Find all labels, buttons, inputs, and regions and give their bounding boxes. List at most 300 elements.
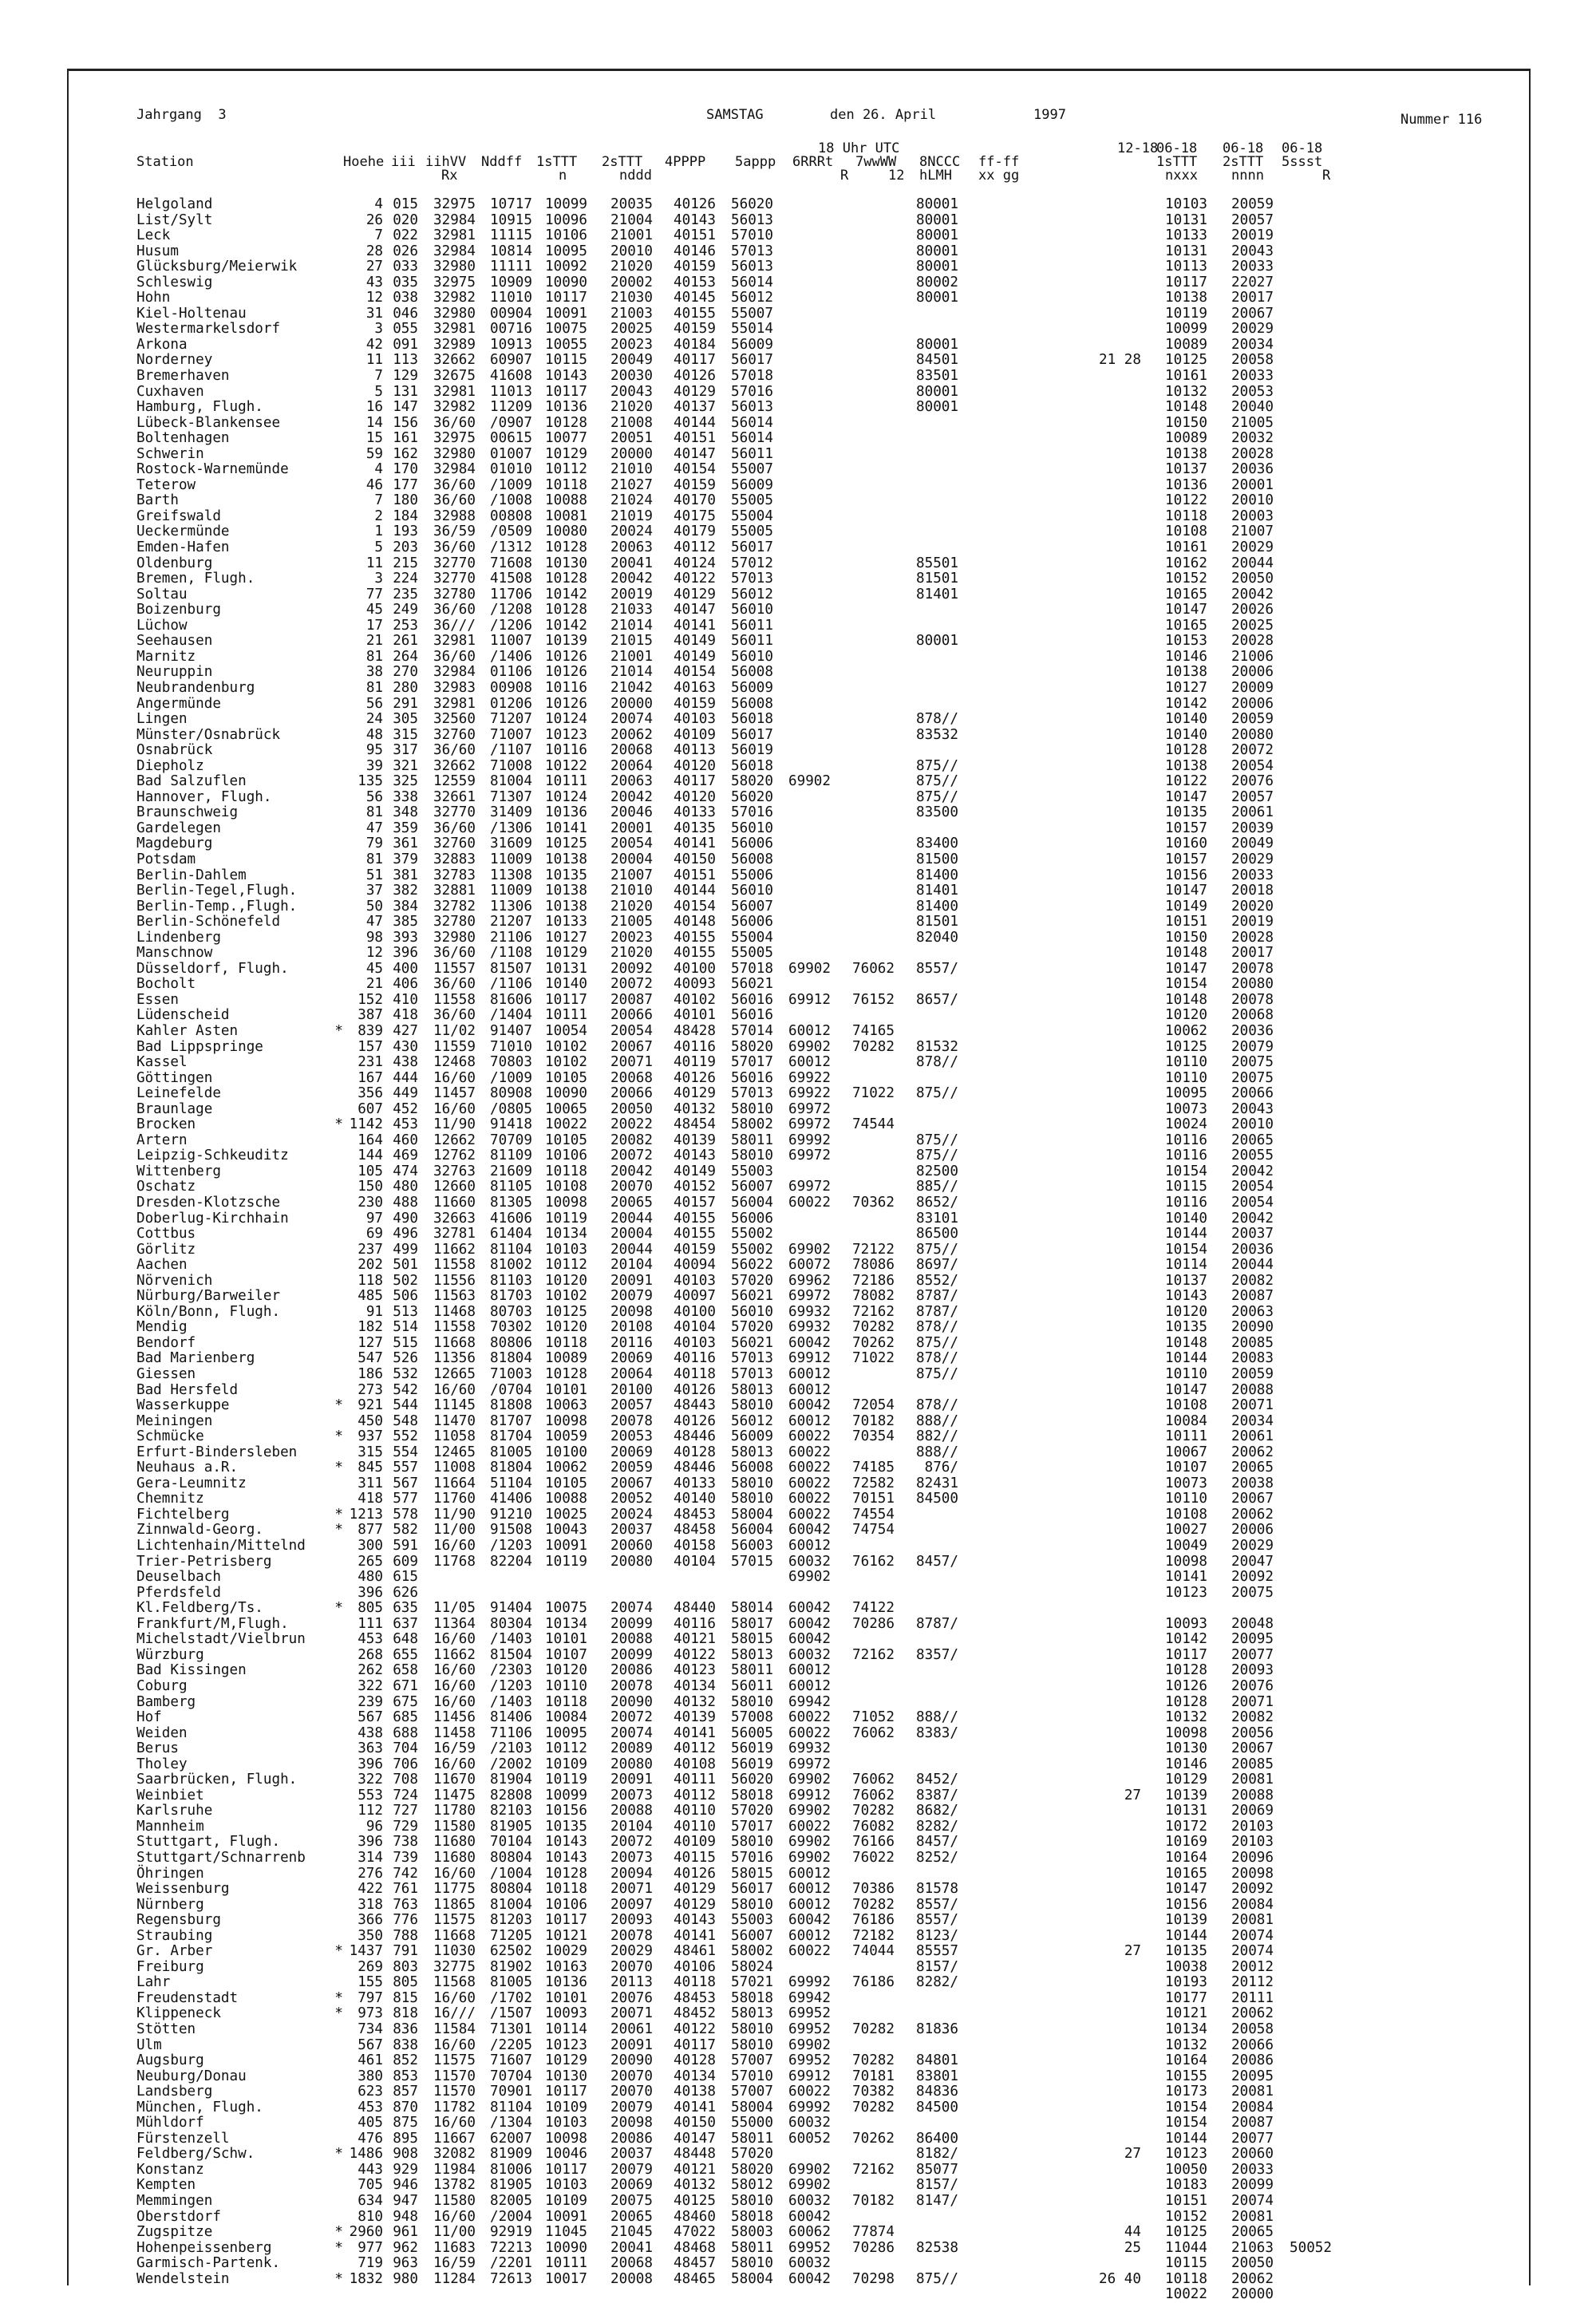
ihvv-cell: 11664 <box>433 1475 476 1491</box>
t1-cell: 10133 <box>545 914 587 930</box>
nddff-cell: /2205 <box>490 2036 532 2053</box>
n8-cell: 84801 <box>916 2052 958 2069</box>
ff-cell <box>1069 1991 1141 2007</box>
p-cell: 40129 <box>674 586 716 602</box>
iii-cell: 452 <box>393 1100 418 1117</box>
station-name: Lüchow <box>136 617 188 634</box>
n8-cell <box>907 618 958 634</box>
p-cell: 40151 <box>674 227 716 244</box>
p-cell: 40155 <box>674 305 716 322</box>
ff-cell <box>1069 244 1141 260</box>
ff-cell <box>1069 650 1141 666</box>
s5-cell <box>1281 1414 1332 1430</box>
col-t1-top: 06-18 <box>1156 140 1198 156</box>
n8-cell: 83532 <box>916 726 958 743</box>
nddff-cell: /2004 <box>490 2208 532 2225</box>
p-cell: 40134 <box>674 2068 716 2084</box>
a-cell: 55003 <box>731 1912 773 1929</box>
station-name: Hamburg, Flugh. <box>136 399 263 416</box>
station-name: Teterow <box>136 476 196 493</box>
a-cell: 57013 <box>731 243 773 259</box>
r6-cell <box>780 899 831 915</box>
a-cell: 58015 <box>731 1865 773 1882</box>
hoehe-cell: 877 <box>358 1522 383 1539</box>
w7-cell: 70286 <box>852 1615 895 1632</box>
s5-cell <box>1281 1882 1332 1898</box>
tn-cell: 20062 <box>1231 1444 1274 1460</box>
a-cell: 56011 <box>731 445 773 462</box>
hoehe-cell: 43 <box>365 274 383 290</box>
tx-cell: 10128 <box>1165 1662 1207 1679</box>
iii-cell: 147 <box>393 399 418 416</box>
tn-cell: 20026 <box>1231 602 1274 618</box>
t2-cell: 20086 <box>610 1662 653 1679</box>
s5-cell <box>1281 868 1332 884</box>
t1-cell: 10105 <box>545 1475 587 1491</box>
iii-cell: 315 <box>393 726 418 743</box>
a-cell: 56008 <box>731 851 773 867</box>
iii-cell: 671 <box>393 1677 418 1694</box>
tx-cell: 10149 <box>1165 898 1207 914</box>
station-name: Manschnow <box>136 945 213 962</box>
w7-cell: 72162 <box>852 2161 895 2178</box>
station-name: Doberlug-Kirchhain <box>136 1210 289 1227</box>
w7-cell <box>843 1960 895 1976</box>
p-cell: 40159 <box>674 695 716 712</box>
p-cell: 40143 <box>674 1912 716 1929</box>
station-name: Gera-Leumnitz <box>136 1475 247 1491</box>
a-cell: 56014 <box>731 430 773 447</box>
ff-cell <box>1069 1305 1141 1321</box>
iii-cell: 385 <box>393 914 418 930</box>
w7-cell <box>843 697 895 713</box>
ff-cell <box>1069 1055 1141 1071</box>
tn-cell: 20077 <box>1231 2130 1274 2147</box>
tn-cell: 20059 <box>1231 196 1274 212</box>
nddff-cell: 00908 <box>490 679 532 696</box>
w7-cell <box>843 1179 895 1195</box>
col-t2-n: nnnn <box>1231 168 1264 184</box>
iii-cell: 379 <box>393 851 418 867</box>
w7-cell: 70182 <box>852 2193 895 2209</box>
hoehe-cell: 719 <box>358 2255 383 2272</box>
r6-cell: 60022 <box>788 1491 831 1507</box>
nddff-cell: 61404 <box>490 1226 532 1242</box>
w7-cell <box>843 930 895 946</box>
s5-cell <box>1281 1757 1332 1773</box>
p-cell: 48446 <box>674 1460 716 1476</box>
tx-cell: 10110 <box>1165 1366 1207 1383</box>
tn-cell: 20049 <box>1231 835 1274 852</box>
col-ff: ff-ff <box>978 154 1020 170</box>
col-s5-top: 06-18 <box>1282 140 1323 156</box>
r6-cell <box>780 400 831 416</box>
t1-cell: 10102 <box>545 1038 587 1055</box>
r6-cell <box>780 1960 831 1976</box>
n8-cell <box>907 1632 958 1648</box>
hoehe-cell: 4 <box>374 196 383 212</box>
r6-cell: 60012 <box>788 1381 831 1398</box>
a-cell: 57013 <box>731 1350 773 1367</box>
t2-cell: 20075 <box>610 2193 653 2209</box>
n8-cell <box>907 306 958 322</box>
col-t1-x: nxxx <box>1165 168 1198 184</box>
n8-cell <box>907 1507 958 1523</box>
w7-cell: 70282 <box>852 2021 895 2037</box>
t1-cell: 10126 <box>545 648 587 665</box>
n8-cell: 85557 <box>916 1943 958 1960</box>
r6-cell: 69972 <box>788 1179 831 1195</box>
iii-cell: 838 <box>393 2036 418 2053</box>
hoehe-cell: 239 <box>358 1693 383 1710</box>
ff-cell <box>1069 2210 1141 2226</box>
station-name: Leck <box>136 227 171 244</box>
nddff-cell: 11111 <box>490 259 532 275</box>
ihvv-cell: 16/60 <box>433 1662 476 1679</box>
iii-cell: 249 <box>393 602 418 618</box>
ff-cell <box>1069 1242 1141 1258</box>
w7-cell: 70298 <box>852 2270 895 2287</box>
ihvv-cell: 11030 <box>433 1943 476 1960</box>
p-cell: 48452 <box>674 2005 716 2022</box>
nddff-cell: 81005 <box>490 1974 532 1991</box>
t1-cell: 10116 <box>545 679 587 696</box>
ff-cell <box>1069 2100 1141 2116</box>
iii-cell: 742 <box>393 1865 418 1882</box>
r6-cell: 60022 <box>788 1709 831 1726</box>
tx-cell: 10152 <box>1165 571 1207 587</box>
t1-cell: 10106 <box>545 227 587 244</box>
tx-cell: 10138 <box>1165 757 1207 774</box>
n8-cell: 81400 <box>916 898 958 914</box>
p-cell: 40111 <box>674 1772 716 1788</box>
iii-cell: 193 <box>393 523 418 540</box>
w7-cell: 70282 <box>852 2052 895 2069</box>
station-name: Klippeneck <box>136 2005 221 2022</box>
ff-cell <box>1069 1211 1141 1227</box>
nddff-cell: 81504 <box>490 1646 532 1663</box>
nddff-cell: 11306 <box>490 898 532 914</box>
r6-cell: 60012 <box>788 1896 831 1913</box>
w7-cell <box>843 1148 895 1164</box>
ihvv-cell: 11/05 <box>433 1600 476 1617</box>
s5-cell <box>1281 1507 1332 1523</box>
t2-cell: 20059 <box>610 1460 653 1476</box>
col-s5: 5ssst <box>1282 154 1323 170</box>
tx-cell: 10169 <box>1165 1834 1207 1851</box>
p-cell: 48457 <box>674 2255 716 2272</box>
t2-cell: 20037 <box>610 2146 653 2163</box>
r6-cell: 60012 <box>788 1054 831 1071</box>
t2-cell: 20113 <box>610 1974 653 1991</box>
t1-cell: 10123 <box>545 726 587 743</box>
ff-cell <box>1069 665 1141 681</box>
a-cell: 56016 <box>731 1007 773 1024</box>
w7-cell: 78086 <box>852 1257 895 1274</box>
t2-cell: 20071 <box>610 1881 653 1898</box>
r6-cell <box>780 634 831 650</box>
nddff-cell: 81203 <box>490 1912 532 1929</box>
n8-cell: 8697/ <box>916 1257 958 1274</box>
ff-cell <box>1069 275 1141 291</box>
s5-cell <box>1281 1866 1332 1882</box>
tn-cell: 20036 <box>1231 1241 1274 1258</box>
tx-cell: 10154 <box>1165 976 1207 993</box>
t1-cell: 10109 <box>545 2099 587 2115</box>
nddff-cell: 11009 <box>490 883 532 899</box>
t2-cell: 20030 <box>610 368 653 385</box>
iii-cell: 162 <box>393 445 418 462</box>
t1-cell: 10022 <box>545 1116 587 1133</box>
t1-cell: 10091 <box>545 1538 587 1554</box>
r6-cell <box>780 431 831 447</box>
r6-cell <box>780 883 831 899</box>
tn-cell: 20075 <box>1231 1069 1274 1086</box>
ihvv-cell: 11670 <box>433 1772 476 1788</box>
n8-cell: 83500 <box>916 804 958 821</box>
ihvv-cell: 16/59 <box>433 2255 476 2272</box>
ff-cell <box>1069 1133 1141 1149</box>
ff-cell <box>1069 338 1141 354</box>
r6-cell: 69992 <box>788 2099 831 2115</box>
ihvv-cell: 11575 <box>433 1912 476 1929</box>
tn-cell: 20076 <box>1231 773 1274 790</box>
ihvv-cell: 36/60 <box>433 742 476 759</box>
station-name: Potsdam <box>136 851 196 867</box>
tn-cell: 20054 <box>1231 1179 1274 1195</box>
s5-cell <box>1281 338 1332 354</box>
n8-cell: 81401 <box>916 586 958 602</box>
p-cell: 40148 <box>674 914 716 930</box>
iii-cell: 469 <box>393 1148 418 1164</box>
r6-cell <box>780 353 831 369</box>
r6-cell: 60042 <box>788 2208 831 2225</box>
w7-cell: 76186 <box>852 1912 895 1929</box>
n8-cell: 878// <box>916 711 958 728</box>
r6-cell: 69902 <box>788 2036 831 2053</box>
a-cell: 56019 <box>731 1756 773 1772</box>
tn-cell: 20103 <box>1231 1818 1274 1835</box>
tn-cell: 20003 <box>1231 508 1274 524</box>
ff-cell <box>1069 1975 1141 1991</box>
nddff-cell: 71003 <box>490 1366 532 1383</box>
t2-cell: 20024 <box>610 523 653 540</box>
s5-cell <box>1281 1835 1332 1851</box>
n8-cell <box>907 509 958 525</box>
col-iihvv: iihVV <box>425 154 467 170</box>
w7-cell <box>843 946 895 962</box>
t2-cell: 20044 <box>610 1241 653 1258</box>
tx-cell: 10084 <box>1165 1412 1207 1429</box>
nddff-cell: /2303 <box>490 1662 532 1679</box>
tn-cell: 20037 <box>1231 1226 1274 1242</box>
col-sttt: 1sTTT <box>536 154 578 170</box>
w7-cell: 76082 <box>852 1818 895 1835</box>
iii-cell: 203 <box>393 539 418 556</box>
ihvv-cell: 13782 <box>433 2177 476 2194</box>
col-sttt2: 2sTTT <box>602 154 643 170</box>
n8-cell: 80001 <box>916 211 958 228</box>
t1-cell: 10090 <box>545 274 587 290</box>
tn-cell: 20071 <box>1231 1397 1274 1414</box>
a-cell: 56013 <box>731 259 773 275</box>
n8-cell: 80001 <box>916 383 958 400</box>
ihvv-cell: 32661 <box>433 788 476 805</box>
ihvv-cell: 11570 <box>433 2068 476 2084</box>
n8-cell <box>907 650 958 666</box>
hoehe-cell: 81 <box>365 679 383 696</box>
hoehe-cell: 164 <box>358 1132 383 1148</box>
r6-cell: 69902 <box>788 1772 831 1788</box>
ihvv-cell: 11468 <box>433 1303 476 1320</box>
r6-cell <box>780 914 831 930</box>
t2-cell: 20091 <box>610 1772 653 1788</box>
iii-cell: 449 <box>393 1085 418 1102</box>
a-cell: 58018 <box>731 2208 773 2225</box>
a-cell: 55004 <box>731 508 773 524</box>
nddff-cell: /1507 <box>490 2005 532 2022</box>
t2-cell: 20065 <box>610 1195 653 1211</box>
n8-cell <box>907 1679 958 1695</box>
hoehe-cell: 11 <box>365 555 383 571</box>
p-cell: 40101 <box>674 1007 716 1024</box>
r6-cell <box>780 306 831 322</box>
ff-cell <box>1069 1866 1141 1882</box>
n8-cell: 8123/ <box>916 1927 958 1944</box>
a-cell: 55014 <box>731 321 773 338</box>
n8-cell: 875// <box>916 1366 958 1383</box>
p-cell: 40158 <box>674 1538 716 1554</box>
p-cell: 40159 <box>674 1241 716 1258</box>
s5-cell <box>1281 509 1332 525</box>
n8-cell <box>907 2225 958 2241</box>
r6-cell: 69902 <box>788 960 831 977</box>
ff-cell <box>1069 1960 1141 1976</box>
s5-cell <box>1281 556 1332 572</box>
nddff-cell: 10717 <box>490 196 532 212</box>
w7-cell <box>843 322 895 338</box>
tx-cell: 10135 <box>1165 1319 1207 1336</box>
n8-cell <box>907 665 958 681</box>
station-name: Schwerin <box>136 445 204 462</box>
t1-cell: 10128 <box>545 414 587 431</box>
r6-cell: 69942 <box>788 1693 831 1710</box>
ihvv-cell: 11558 <box>433 991 476 1008</box>
s5-cell <box>1281 369 1332 385</box>
tn-cell: 20050 <box>1231 571 1274 587</box>
t1-cell: 10081 <box>545 508 587 524</box>
tx-cell: 10126 <box>1165 1677 1207 1694</box>
nddff-cell: 81104 <box>490 2099 532 2115</box>
hoehe-cell: 1437 <box>349 1943 383 1960</box>
r6-cell: 69922 <box>788 1069 831 1086</box>
t1-cell: 10046 <box>545 2146 587 2163</box>
p-cell: 40155 <box>674 929 716 946</box>
a-cell: 56012 <box>731 1412 773 1429</box>
hoehe-cell: 1 <box>374 523 383 540</box>
w7-cell: 76166 <box>852 1834 895 1851</box>
station-name: Bad Kissingen <box>136 1662 247 1679</box>
tx-cell: 10099 <box>1165 321 1207 338</box>
w7-cell: 71022 <box>852 1085 895 1102</box>
s5-cell <box>1281 665 1332 681</box>
n8-cell: 8557/ <box>916 960 958 977</box>
t2-cell: 20100 <box>610 1381 653 1398</box>
p-cell: 40143 <box>674 1148 716 1164</box>
station-column <box>136 197 336 2303</box>
tn-cell: 20093 <box>1231 1662 1274 1679</box>
iii-cell: 948 <box>393 2208 418 2225</box>
ihvv-cell: 11457 <box>433 1085 476 1102</box>
t1-cell: 10098 <box>545 1195 587 1211</box>
nddff-cell: 41508 <box>490 571 532 587</box>
nddff-cell: 01106 <box>490 664 532 681</box>
ff-cell <box>1069 1164 1141 1180</box>
tx-cell: 10177 <box>1165 1989 1207 2006</box>
hoehe-cell: 24 <box>365 711 383 728</box>
s5-cell <box>1281 228 1332 244</box>
hoehe-cell: 56 <box>365 695 383 712</box>
p-cell: 40133 <box>674 804 716 821</box>
r6-cell <box>780 681 831 697</box>
station-name: Husum <box>136 243 179 259</box>
a-cell: 57018 <box>731 960 773 977</box>
s5-cell <box>1281 618 1332 634</box>
tx-cell: 10038 <box>1165 1958 1207 1975</box>
ff-cell <box>1069 1227 1141 1242</box>
r6-cell <box>780 2287 831 2303</box>
ihvv-cell: 11584 <box>433 2021 476 2037</box>
nddff-cell: /1008 <box>490 492 532 509</box>
w7-cell: 70382 <box>852 2084 895 2100</box>
tn-cell: 20019 <box>1231 914 1274 930</box>
iii-cell: 591 <box>393 1538 418 1554</box>
a-cell: 57017 <box>731 1818 773 1835</box>
station-name: Magdeburg <box>136 835 213 852</box>
nddff-cell: /1406 <box>490 648 532 665</box>
ihvv-cell: 11558 <box>433 1257 476 1274</box>
nddff-cell: /2002 <box>490 1756 532 1772</box>
n8-cell <box>907 697 958 713</box>
s5-cell <box>1281 759 1332 775</box>
p-cell: 48428 <box>674 1022 716 1039</box>
n8-cell: 86500 <box>916 1226 958 1242</box>
nddff-cell: 70104 <box>490 1834 532 1851</box>
p-cell: 40097 <box>674 1288 716 1305</box>
ihvv-cell: 12762 <box>433 1148 476 1164</box>
station-name: Ulm <box>136 2036 162 2053</box>
s5-cell <box>1281 2147 1332 2163</box>
r6-cell: 60022 <box>788 1724 831 1741</box>
tx-cell: 10133 <box>1165 227 1207 244</box>
ff-cell <box>1069 1351 1141 1367</box>
nddff-cell: 10909 <box>490 274 532 290</box>
r6-cell <box>780 805 831 821</box>
p-cell: 40159 <box>674 259 716 275</box>
tx-cell: 10183 <box>1165 2177 1207 2194</box>
t2-cell: 21020 <box>610 259 653 275</box>
nddff-cell: /1312 <box>490 539 532 556</box>
n8-cell: 85077 <box>916 2161 958 2178</box>
iii-cell: 022 <box>393 227 418 244</box>
tn-cell: 20061 <box>1231 804 1274 821</box>
tx-cell: 10132 <box>1165 2036 1207 2053</box>
iii-cell: 305 <box>393 711 418 728</box>
ihvv-cell: 32770 <box>433 571 476 587</box>
ff-cell <box>1069 728 1141 744</box>
w7-cell: 74185 <box>852 1460 895 1476</box>
hoehe-cell: 79 <box>365 835 383 852</box>
